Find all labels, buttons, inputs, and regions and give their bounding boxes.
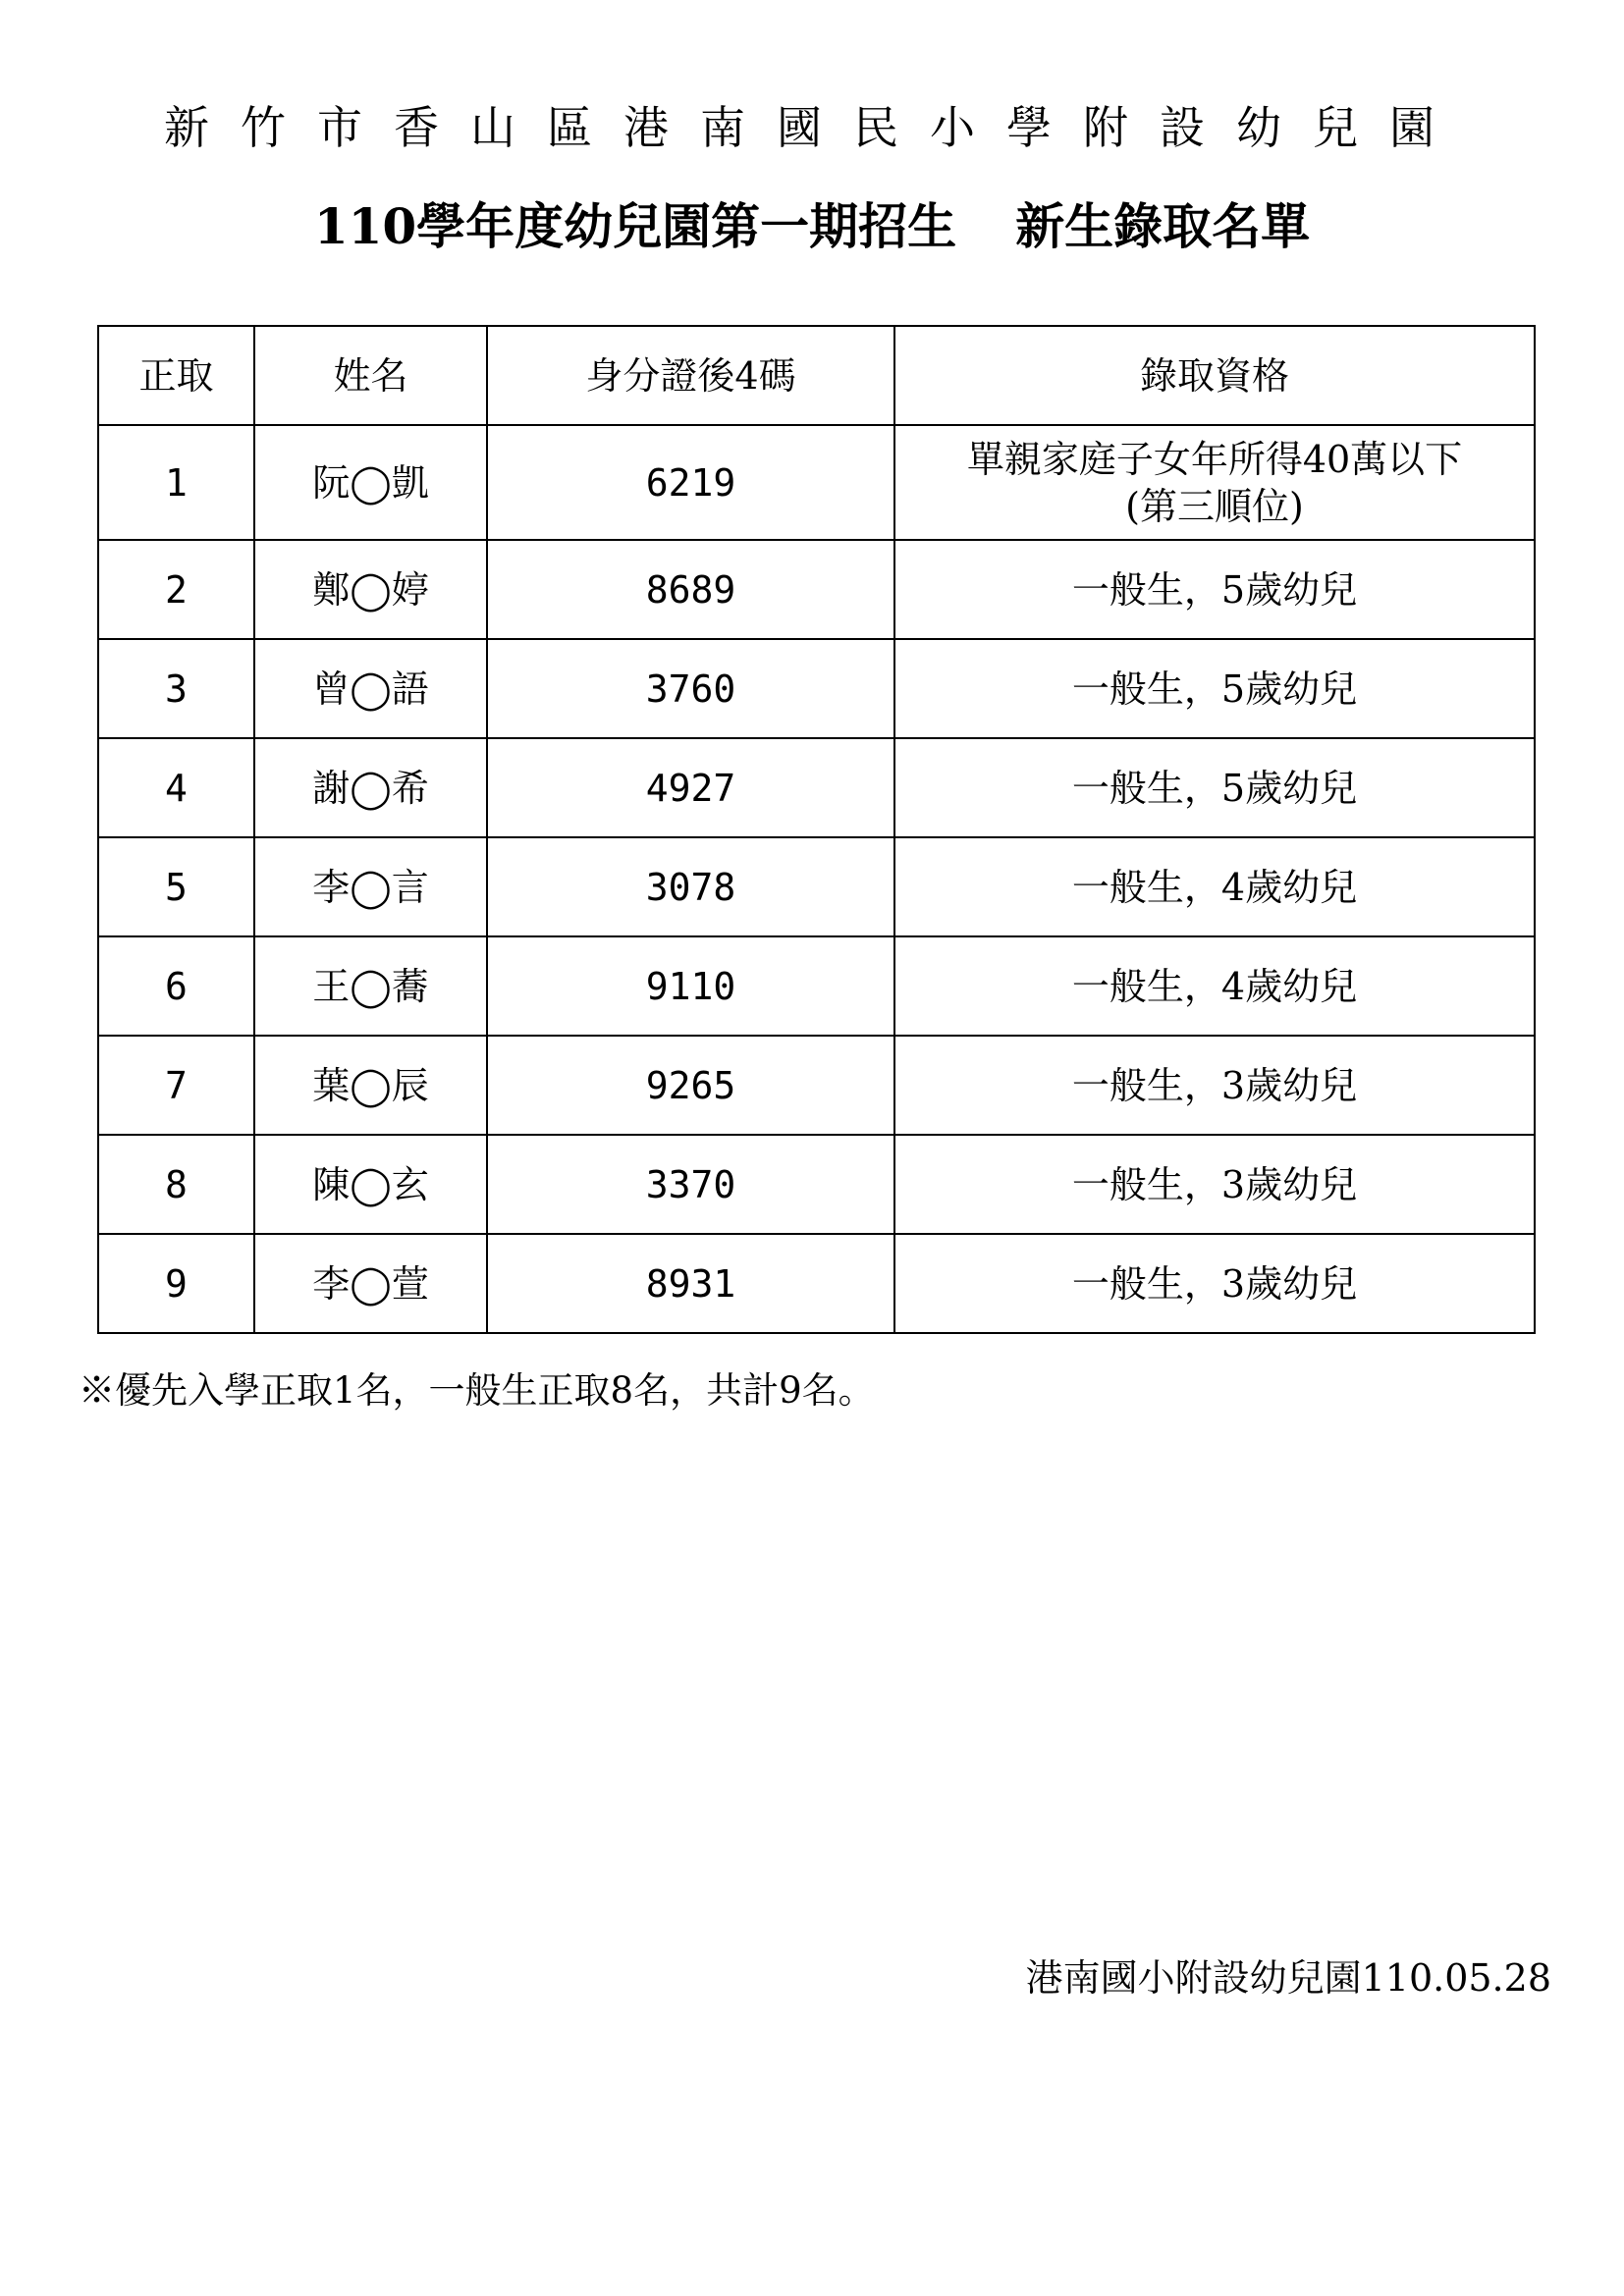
issuer-date-footer: 港南國小附設幼兒園110.05.28 [1025,1956,1551,2000]
admission-table [97,325,1536,1334]
table-row [98,837,1535,936]
table-row [98,1036,1535,1135]
rank-cell: 6 [98,936,254,1036]
name-cell: 陳◯玄 [254,1135,487,1234]
name-cell: 曾◯語 [254,639,487,738]
qualification-cell [894,425,1535,540]
rank-cell: 2 [98,540,254,639]
rank-cell: 9 [98,1234,254,1333]
school-title: 新竹市香山區港南國民小學附設幼兒園 [164,101,1466,154]
rank-cell: 4 [98,738,254,837]
rank-cell: 8 [98,1135,254,1234]
qualification-cell: 一般生，3歲幼兒 [894,1036,1535,1135]
col-header-name: 姓名 [254,326,487,425]
name-cell: 李◯言 [254,837,487,936]
table-row [98,936,1535,1036]
id-cell: 4927 [487,738,894,837]
name-cell: 鄭◯婷 [254,540,487,639]
rank-cell: 3 [98,639,254,738]
list-title-main: 110學年度幼兒園第一期招生 [313,197,957,255]
qualification-cell: 一般生，5歲幼兒 [894,738,1535,837]
name-cell: 阮◯凱 [254,425,487,540]
rank-cell: 7 [98,1036,254,1135]
id-cell: 9265 [487,1036,894,1135]
table-row [98,425,1535,540]
id-cell: 3370 [487,1135,894,1234]
table-row [98,738,1535,837]
col-header-id: 身分證後4碼 [487,326,894,425]
table-row [98,540,1535,639]
rank-cell: 1 [98,425,254,540]
col-header-rank: 正取 [98,326,254,425]
qualification-cell: 一般生，5歲幼兒 [894,540,1535,639]
qualification-cell: 一般生，3歲幼兒 [894,1135,1535,1234]
id-cell: 8689 [487,540,894,639]
id-cell: 8931 [487,1234,894,1333]
table-row [98,1234,1535,1333]
list-title [0,192,1624,261]
col-header-qualification: 錄取資格 [894,326,1535,425]
qualification-line2: (第三順位) [1125,484,1304,528]
admission-note: ※優先入學正取1名，一般生正取8名，共計9名。 [79,1369,875,1412]
qualification-cell: 一般生，4歲幼兒 [894,936,1535,1036]
qualification-cell: 一般生，4歲幼兒 [894,837,1535,936]
name-cell: 王◯蕎 [254,936,487,1036]
name-cell: 謝◯希 [254,738,487,837]
table-row [98,1135,1535,1234]
id-cell: 3078 [487,837,894,936]
qualification-line1: 單親家庭子女年所得40萬以下 [966,437,1463,481]
rank-cell: 5 [98,837,254,936]
id-cell: 3760 [487,639,894,738]
qualification-cell: 一般生，5歲幼兒 [894,639,1535,738]
name-cell: 葉◯辰 [254,1036,487,1135]
id-cell: 6219 [487,425,894,540]
id-cell: 9110 [487,936,894,1036]
name-cell: 李◯萱 [254,1234,487,1333]
list-title-sub: 新生錄取名單 [1015,197,1311,255]
qualification-cell: 一般生，3歲幼兒 [894,1234,1535,1333]
table-row [98,639,1535,738]
table-header-row [98,326,1535,425]
